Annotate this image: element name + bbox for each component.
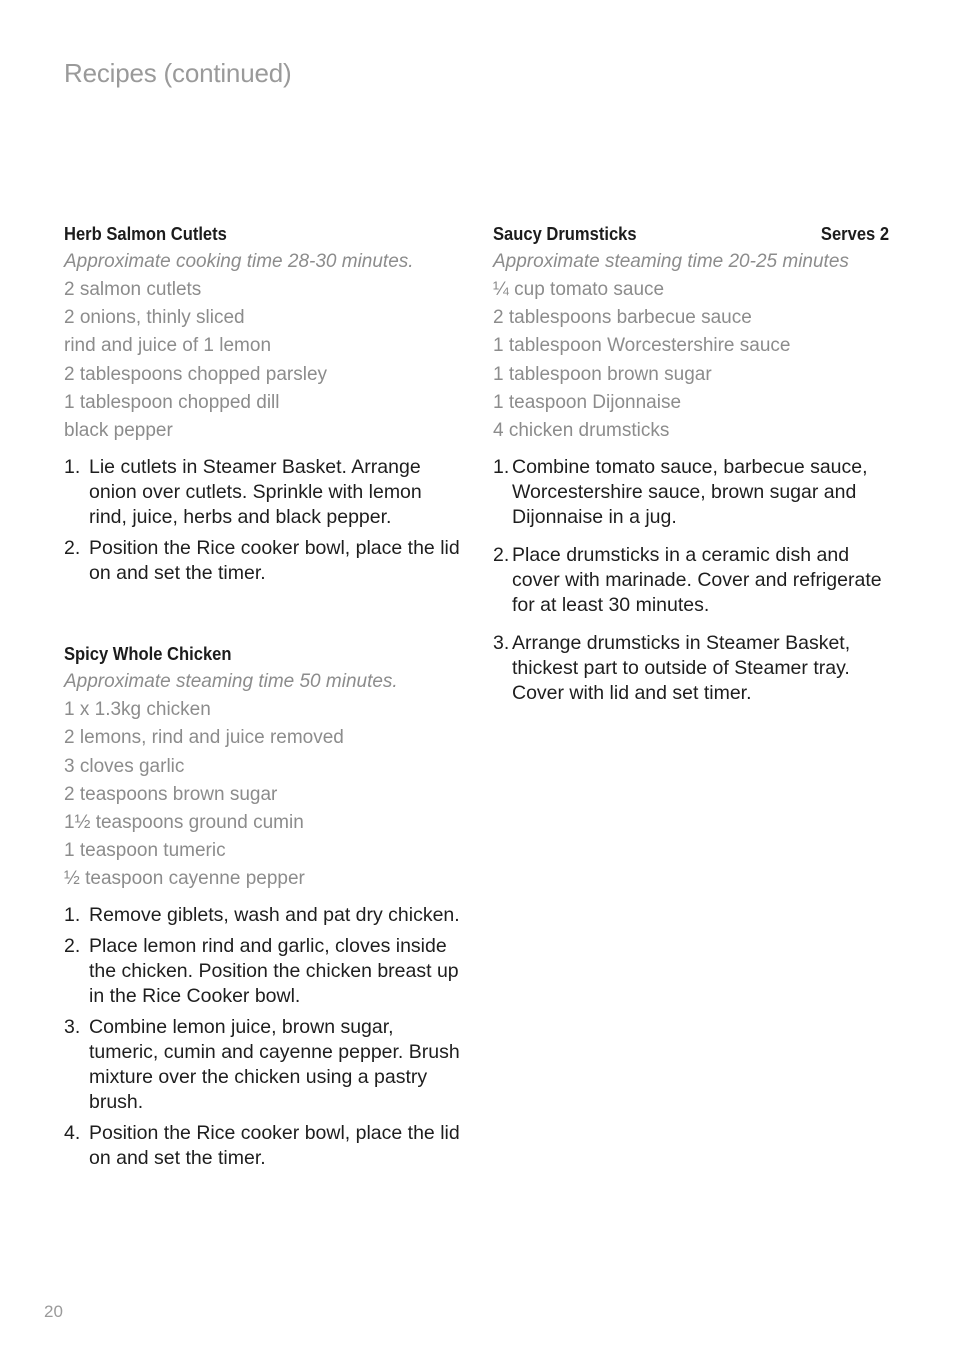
method-step (64, 455, 464, 530)
ingredient-item: 2 tablespoons barbecue sauce (493, 307, 752, 329)
ingredient-item: black pepper (64, 419, 173, 441)
recipe-header (64, 220, 464, 248)
ingredient-item: 2 onions, thinly sliced (64, 307, 245, 329)
recipe-saucy-drumsticks (493, 220, 889, 706)
left-column (64, 220, 464, 1177)
ingredient-item: 1 x 1.3kg chicken (64, 699, 211, 721)
recipe-cooking-time: Approximate cooking time 28-30 minutes. (64, 251, 414, 272)
step-number: 1. (64, 456, 81, 479)
step-text: Remove giblets, wash and pat dry chicken. (89, 904, 460, 927)
step-text: Combine lemon juice, brown sugar, tumeric, cumin and cayenne pepper. Brush mixture over the chicken using a pastry brush. (89, 1016, 460, 1114)
recipe-header (493, 220, 889, 248)
recipe-title: Spicy Whole Chicken (64, 644, 232, 665)
recipe-header (64, 640, 464, 668)
step-number: 3. (64, 1016, 81, 1039)
step-number: 2. (64, 537, 81, 560)
page-number: 20 (44, 1302, 63, 1321)
method-steps (493, 455, 889, 706)
ingredient-item: 1½ teaspoons ground cumin (64, 811, 304, 833)
step-text: Arrange drumsticks in Steamer Basket, thickest part to outside of Steamer tray. Cover with lid and set timer. (512, 632, 851, 705)
step-text: Position the Rice cooker bowl, place the lid on and set the timer. (89, 1122, 460, 1170)
ingredient-item: 1 tablespoon Worcestershire sauce (493, 335, 791, 357)
recipe-herb-salmon-cutlets (64, 220, 464, 586)
ingredient-item: 2 salmon cutlets (64, 279, 202, 300)
ingredient-list (64, 276, 464, 445)
step-number: 2. (493, 544, 510, 567)
recipe-title: Saucy Drumsticks (493, 224, 637, 244)
ingredient-item: 2 tablespoons chopped parsley (64, 363, 328, 385)
method-step (64, 536, 464, 586)
step-text: Position the Rice cooker bowl, place the lid on and set the timer. (89, 537, 460, 585)
ingredient-list (493, 276, 889, 445)
ingredient-item: 1 teaspoon tumeric (64, 840, 226, 862)
ingredient-item: ½ teaspoon cayenne pepper (64, 868, 305, 890)
recipe-spicy-whole-chicken (64, 640, 464, 1171)
step-text: Combine tomato sauce, barbecue sauce, Worcestershire sauce, brown sugar and Dijonnaise in a jug. (512, 456, 868, 529)
recipe-cooking-time: Approximate steaming time 20-25 minutes (493, 251, 849, 272)
method-step (64, 903, 464, 928)
step-text: Lie cutlets in Steamer Basket. Arrange onion over cutlets. Sprinkle with lemon rind, juice, herbs and black pepper. (89, 456, 422, 529)
step-text: Place lemon rind and garlic, cloves inside the chicken. Position the chicken breast up in the Rice Cooker bowl. (89, 935, 459, 1008)
method-step (64, 1121, 464, 1171)
method-step (493, 543, 889, 618)
ingredient-item: 1 tablespoon chopped dill (64, 391, 280, 413)
ingredient-item: ¼ cup tomato sauce (493, 279, 665, 300)
step-number: 1. (64, 904, 81, 927)
step-number: 3. (493, 632, 510, 655)
step-text: Place drumsticks in a ceramic dish and cover with marinade. Cover and refrigerate for at least 30 minutes. (512, 544, 882, 617)
ingredient-item: rind and juice of 1 lemon (64, 335, 272, 357)
ingredient-list (64, 696, 464, 893)
method-step (493, 455, 889, 530)
ingredient-item: 4 chicken drumsticks (493, 419, 670, 441)
recipe-serves: Serves 2 (820, 224, 889, 244)
method-steps (64, 455, 464, 586)
page-title: Recipes (continued) (64, 58, 292, 88)
method-step (64, 934, 464, 1009)
ingredient-item: 2 lemons, rind and juice removed (64, 727, 344, 749)
ingredient-item: 2 teaspoons brown sugar (64, 783, 278, 805)
right-column (493, 220, 889, 719)
recipe-cooking-time: Approximate steaming time 50 minutes. (64, 671, 398, 693)
ingredient-item: 1 tablespoon brown sugar (493, 363, 712, 385)
step-number: 2. (64, 935, 81, 958)
ingredient-item: 1 teaspoon Dijonnaise (493, 391, 682, 413)
method-step (493, 631, 889, 706)
method-steps (64, 903, 464, 1171)
recipe-title: Herb Salmon Cutlets (64, 224, 227, 244)
method-step (64, 1015, 464, 1115)
ingredient-item: 3 cloves garlic (64, 755, 185, 777)
step-number: 4. (64, 1122, 81, 1145)
step-number: 1. (493, 456, 510, 479)
